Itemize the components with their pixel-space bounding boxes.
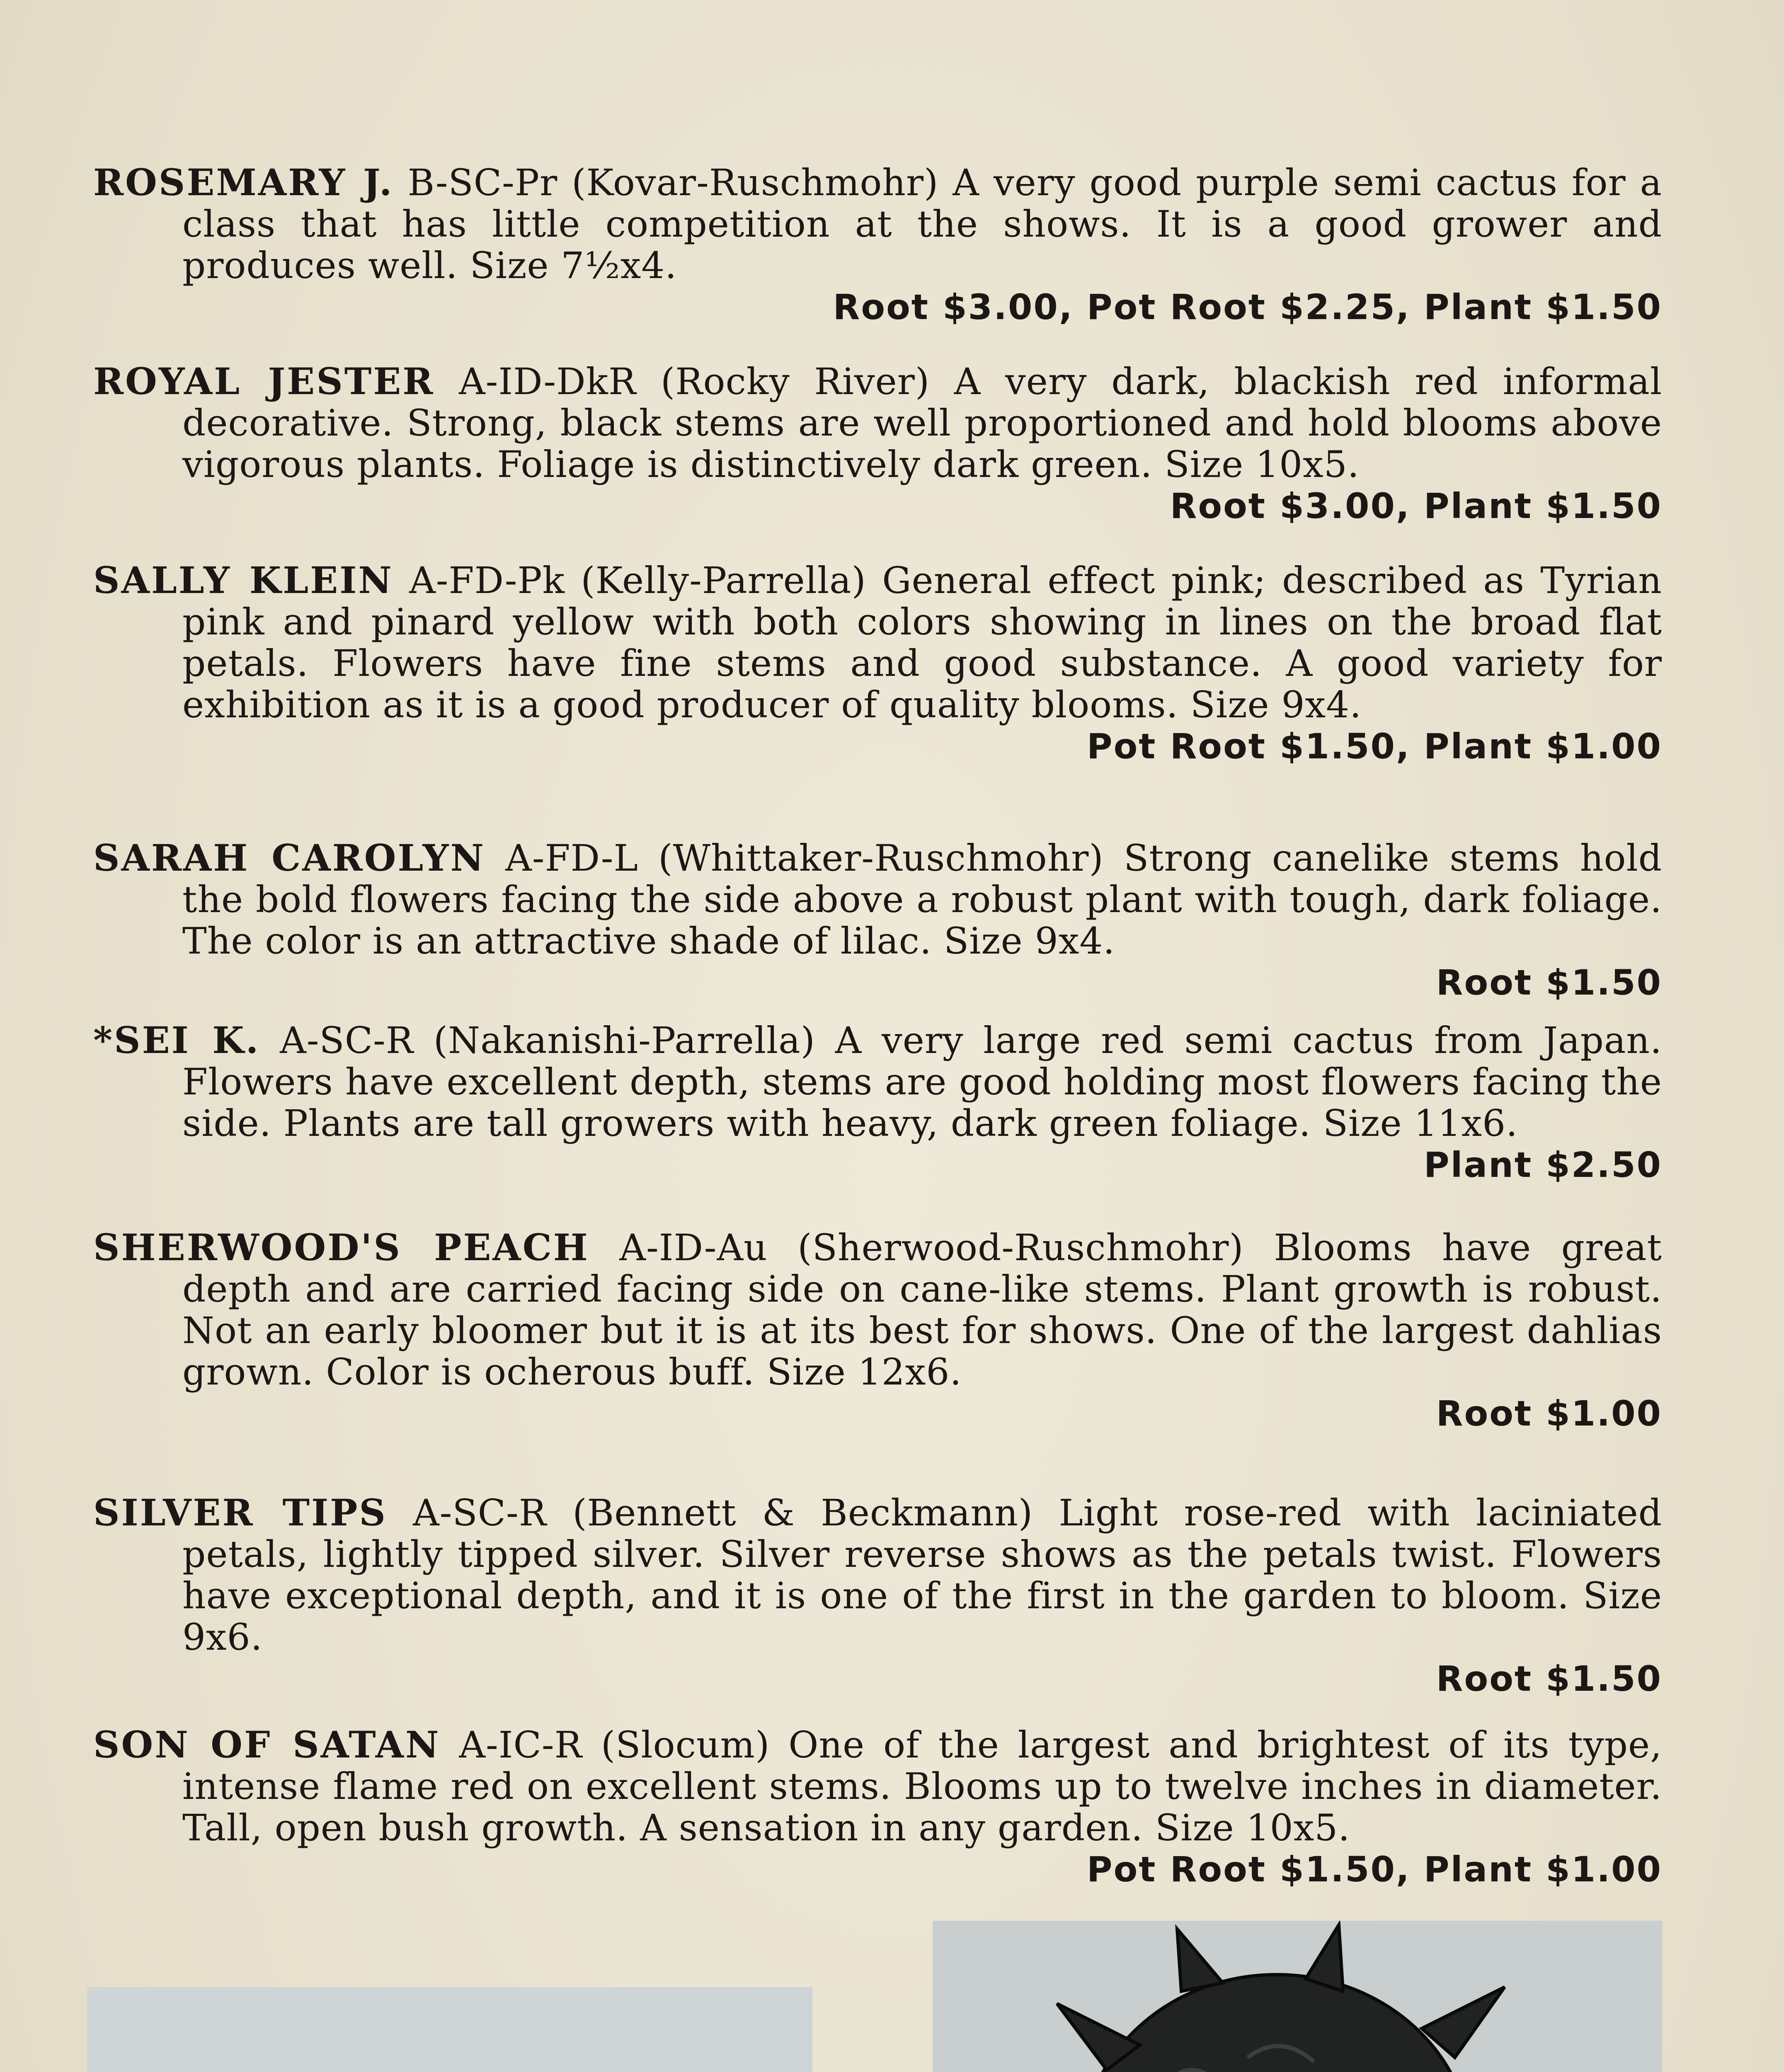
- entry-description: A-ID-Au (Sherwood-Ruschmohr) Blooms have great depth and are carried facing side on cane-like stems. Plant growth is robust. Not an early bloomer but it is at its best for shows. One of the largest dahlias grown. Color is ocherous buff. Size 12x6.: [182, 1226, 1662, 1393]
- entry-price: Root $3.00, Plant $1.50: [1170, 486, 1662, 526]
- entry-name: *SEI K.: [93, 1019, 260, 1062]
- entry-description: A-SC-R (Bennett & Beckmann) Light rose-red with laciniated petals, lightly tipped silver. Silver reverse shows as the petals twist. Flowers have exceptional depth, and it is one of the first in the garden to bloom. Size 9x6.: [182, 1491, 1662, 1658]
- dahlia-illustration: [933, 1921, 1662, 2072]
- entry-description: A-FD-Pk (Kelly-Parrella) General effect pink; described as Tyrian pink and pinard yellow with both colors showing in lines on the broad flat petals. Flowers have fine stems and good substance. A good variety for exhibition as it is a good producer of quality blooms. Size 9x4.: [182, 559, 1662, 726]
- entry-name: ROSEMARY J.: [93, 161, 394, 204]
- dahlia-illustration: [87, 1987, 812, 2072]
- entry-name: SARAH CAROLYN: [93, 836, 485, 879]
- entry-description: A-IC-R (Slocum) One of the largest and brightest of its type, intense flame red on excellent stems. Blooms up to twelve inches in diameter. Tall, open bush growth. A sensation in any garden. Size 10x5.: [182, 1723, 1662, 1849]
- entry-price: Pot Root $1.50, Plant $1.00: [1087, 1849, 1662, 1890]
- entry-sally-klein: [93, 559, 1662, 767]
- entry-name: ROYAL JESTER: [93, 360, 435, 403]
- entry-name: SALLY KLEIN: [93, 559, 393, 602]
- entry-price: Root $1.50: [1436, 962, 1662, 1003]
- entry-description: B-SC-Pr (Kovar-Ruschmohr) A very good purple semi cactus for a class that has little competition at the shows. It is a good grower and produces well. Size 7½x4.: [182, 161, 1662, 287]
- entry-description: A-SC-R (Nakanishi-Parrella) A very large red semi cactus from Japan. Flowers have excellent depth, stems are good holding most flowers facing the side. Plants are tall growers with heavy, dark green foliage. Size 11x6.: [182, 1019, 1662, 1145]
- entry-price: Root $1.00: [1436, 1393, 1662, 1434]
- entry-sarah-carolyn: [93, 837, 1662, 1003]
- entry-price: Root $3.00, Pot Root $2.25, Plant $1.50: [833, 287, 1662, 327]
- entry-name: SON OF SATAN: [93, 1723, 441, 1766]
- entry-silver-tips: [93, 1492, 1662, 1699]
- entry-description: A-ID-DkR (Rocky River) A very dark, blackish red informal decorative. Strong, black stems are well proportioned and hold blooms above vigorous plants. Foliage is distinctively dark green. Size 10x5.: [182, 360, 1662, 486]
- rosa-lene-photo: [87, 1987, 812, 2072]
- entry-royal-jester: [93, 361, 1662, 527]
- royal-jester-photo: [933, 1921, 1662, 2072]
- entry-name: SILVER TIPS: [93, 1491, 387, 1534]
- entry-sherwoods-peach: [93, 1227, 1662, 1434]
- entry-name: SHERWOOD'S PEACH: [93, 1226, 589, 1269]
- entry-sei-k: [93, 1019, 1662, 1186]
- entry-description: A-FD-L (Whittaker-Ruschmohr) Strong canelike stems hold the bold flowers facing the side above a robust plant with tough, dark foliage. The color is an attractive shade of lilac. Size 9x4.: [182, 837, 1662, 962]
- entry-rosemary-j: [93, 162, 1662, 328]
- entry-price: Pot Root $1.50, Plant $1.00: [1087, 726, 1662, 767]
- entry-son-of-satan: [93, 1724, 1662, 1890]
- entry-price: Plant $2.50: [1424, 1145, 1662, 1185]
- entry-price: Root $1.50: [1436, 1658, 1662, 1699]
